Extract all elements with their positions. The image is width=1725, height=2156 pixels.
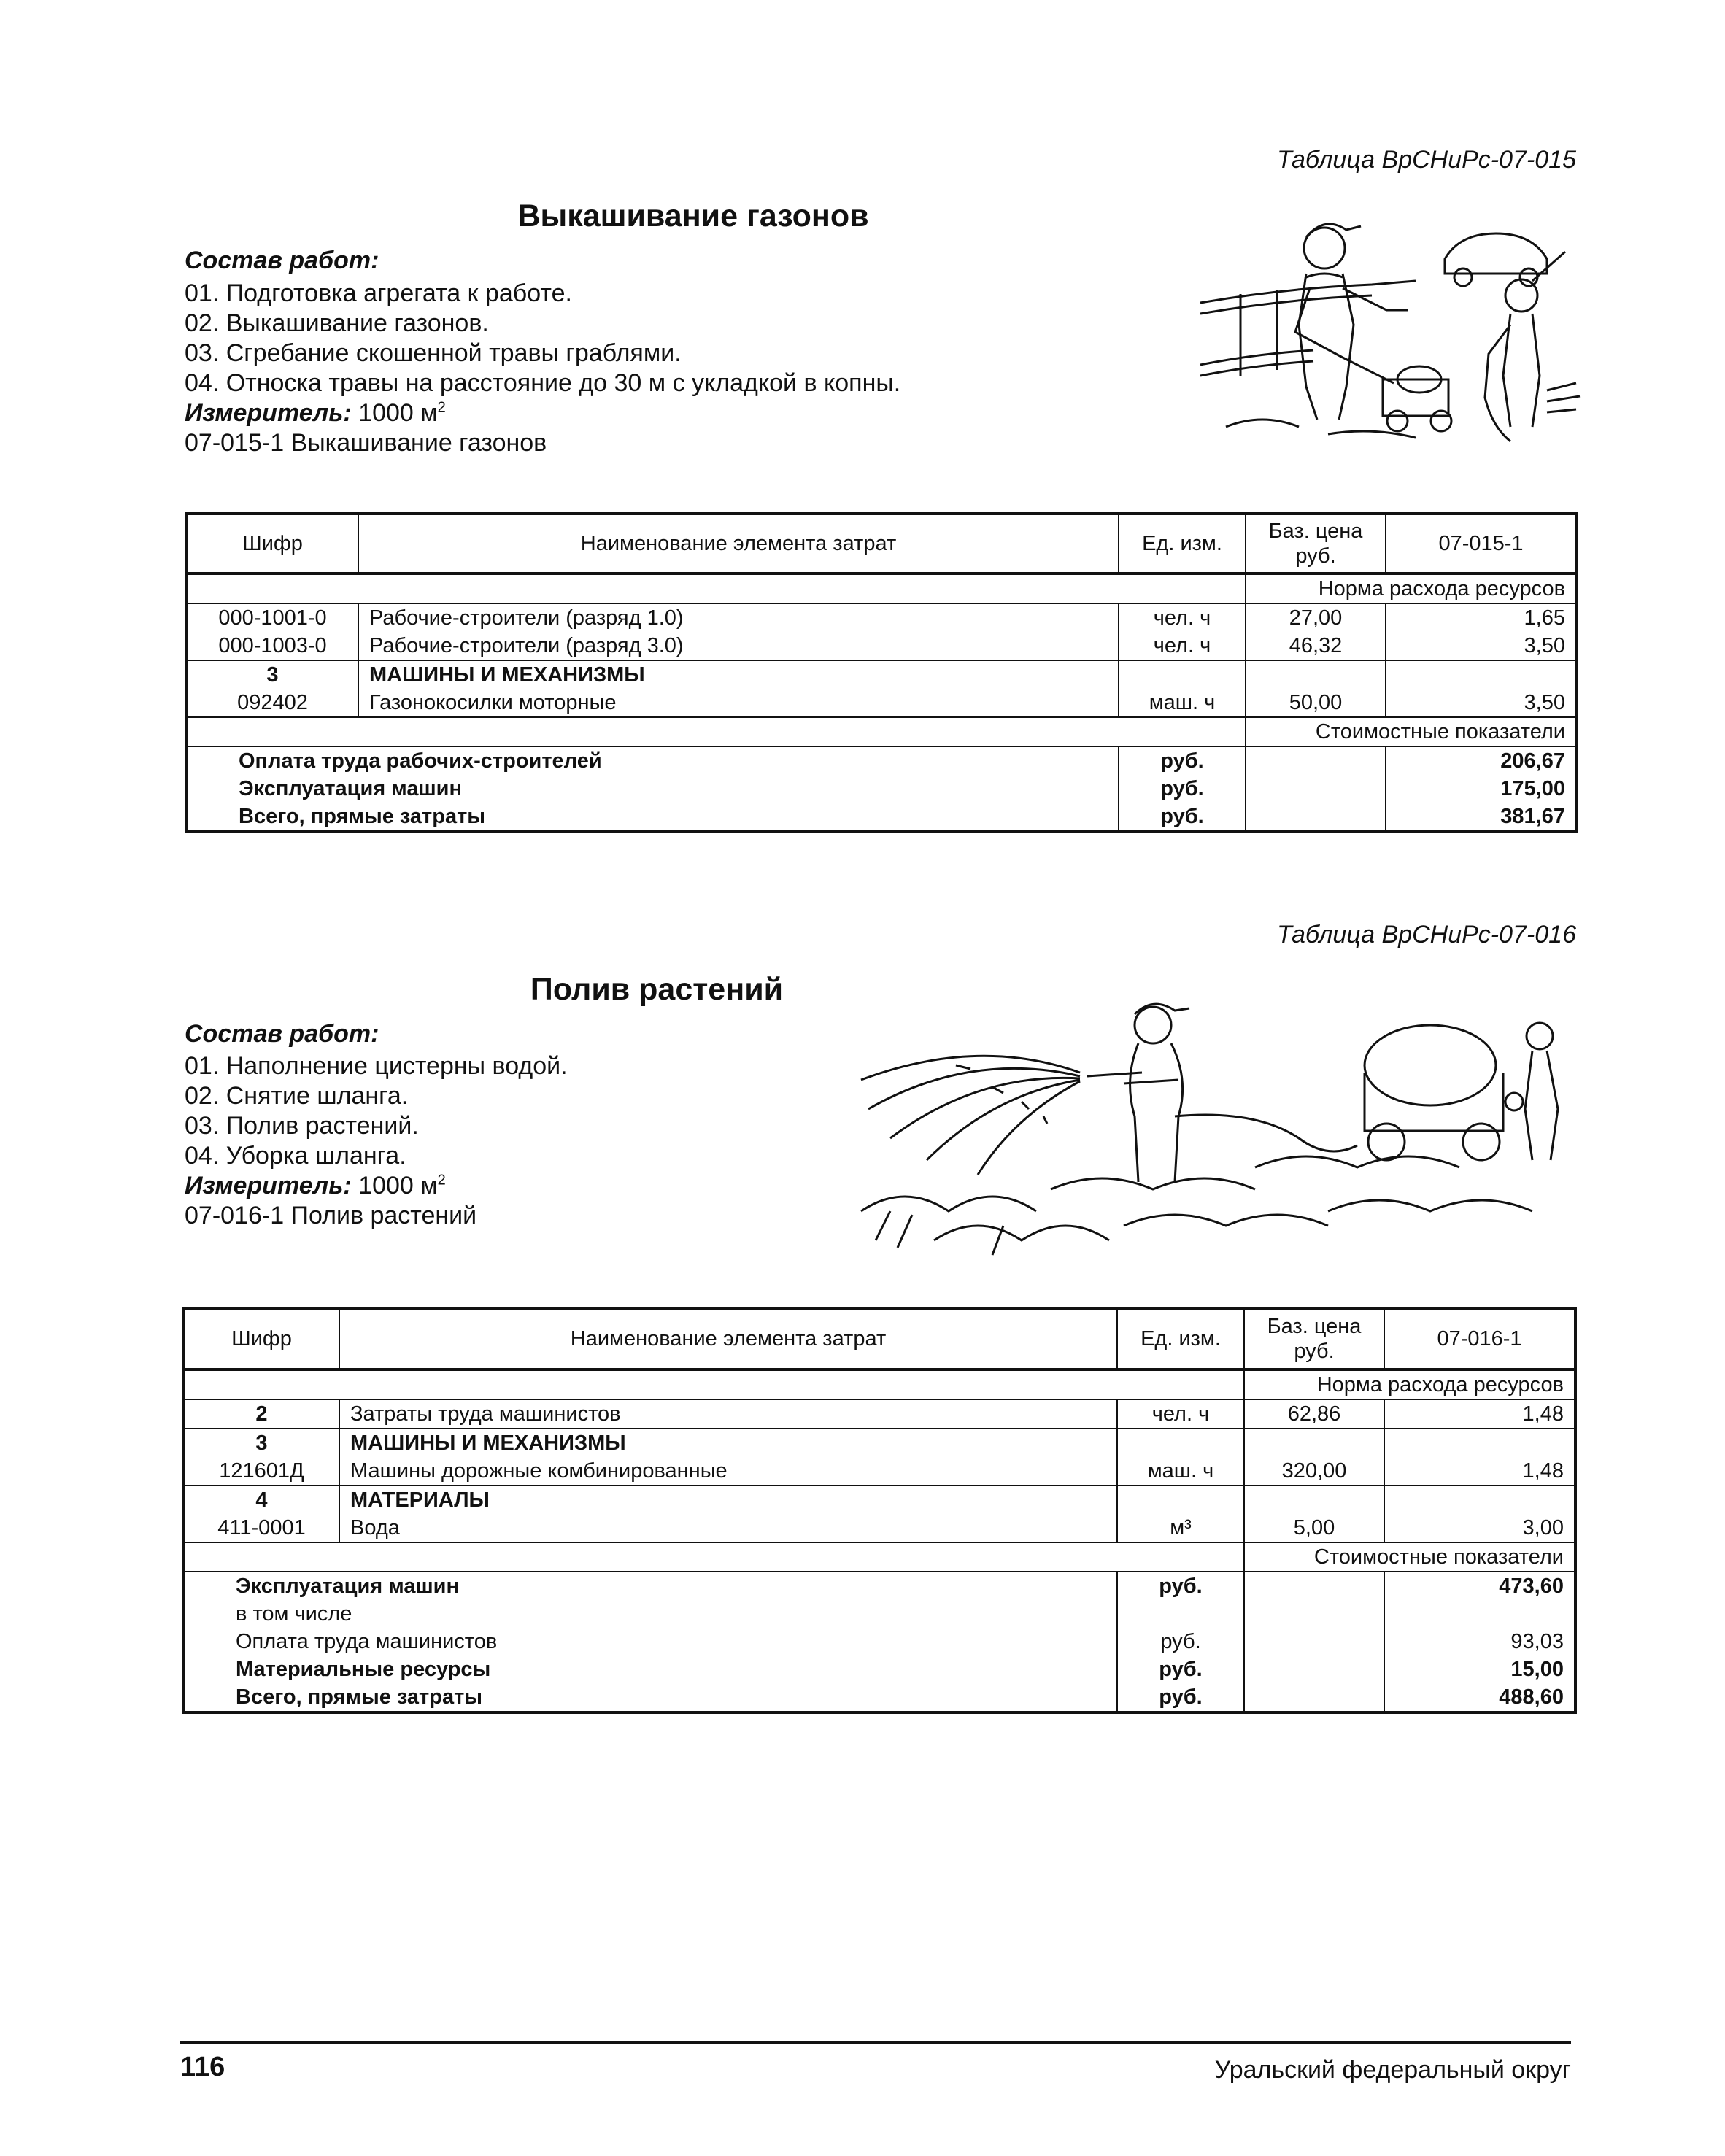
cost-table-1 (185, 512, 1578, 833)
cell-unit: м³ (1117, 1514, 1244, 1542)
total-unit: руб. (1117, 1628, 1244, 1655)
total-label: Всего, прямые затраты (186, 803, 1119, 832)
total-row (186, 746, 1577, 775)
cell-rate: 3,00 (1384, 1514, 1575, 1542)
cell-code: 2 (183, 1399, 339, 1429)
cell-rate: 1,48 (1384, 1457, 1575, 1485)
work-composition-label-1: Состав работ: (185, 247, 379, 274)
cell-group-name: МАТЕРИАЛЫ (339, 1485, 1117, 1514)
total-value: 206,67 (1386, 746, 1577, 775)
cell-rate: 3,50 (1386, 632, 1577, 660)
table-row (186, 689, 1577, 717)
total-unit: руб. (1117, 1655, 1244, 1683)
table-row-group (183, 1485, 1575, 1514)
col-header-base-price: Баз. цена руб. (1246, 514, 1386, 573)
cell-name: Рабочие-строители (разряд 3.0) (358, 632, 1119, 660)
cell-price: 62,86 (1244, 1399, 1384, 1429)
table-reference-1: Таблица ВрСНиРс-07-015 (1276, 146, 1576, 174)
measure-label: Измеритель: (185, 399, 352, 427)
cell-code: 3 (186, 660, 358, 689)
col-header-code: Шифр (183, 1308, 339, 1369)
total-unit: руб. (1119, 775, 1246, 803)
table-row (186, 632, 1577, 660)
cost-table-2 (182, 1307, 1577, 1714)
cell-price: 46,32 (1246, 632, 1386, 660)
table-row (183, 1514, 1575, 1542)
cost-label-row (186, 717, 1577, 746)
cell-rate: 1,48 (1384, 1399, 1575, 1429)
cell-code: 000-1003-0 (186, 632, 358, 660)
cell-code: 3 (183, 1429, 339, 1457)
cell-name: Затраты труда машинистов (339, 1399, 1117, 1429)
cell-name: Машины дорожные комбинированные (339, 1457, 1117, 1485)
col-header-name: Наименование элемента затрат (339, 1308, 1117, 1369)
norm-label-row (183, 1369, 1575, 1399)
total-value: 93,03 (1384, 1628, 1575, 1655)
table-row-group (186, 660, 1577, 689)
cell-price: 320,00 (1244, 1457, 1384, 1485)
work-step: 04. Уборка шланга. (185, 1142, 406, 1170)
cell-group-name: МАШИНЫ И МЕХАНИЗМЫ (339, 1429, 1117, 1457)
work-step: 02. Снятие шланга. (185, 1082, 409, 1110)
measure-line-1 (185, 398, 900, 428)
cell-unit: маш. ч (1119, 689, 1246, 717)
total-row (183, 1628, 1575, 1655)
total-value: 473,60 (1384, 1572, 1575, 1600)
cell-unit: маш. ч (1117, 1457, 1244, 1485)
total-value: 488,60 (1384, 1683, 1575, 1712)
total-label: в том числе (183, 1600, 1117, 1628)
total-value: 381,67 (1386, 803, 1577, 832)
cell-code: 000-1001-0 (186, 603, 358, 632)
total-label: Оплата труда машинистов (183, 1628, 1117, 1655)
table-row (183, 1399, 1575, 1429)
cell-code: 092402 (186, 689, 358, 717)
col-header-unit: Ед. изм. (1117, 1308, 1244, 1369)
col-header-unit: Ед. изм. (1119, 514, 1246, 573)
cell-unit: чел. ч (1119, 632, 1246, 660)
total-unit: руб. (1119, 746, 1246, 775)
total-label: Оплата труда рабочих-строителей (186, 746, 1119, 775)
cost-label-row (183, 1542, 1575, 1572)
table-header-row (183, 1308, 1575, 1369)
table-row (186, 603, 1577, 632)
col-header-name: Наименование элемента затрат (358, 514, 1119, 573)
footer-rule (180, 2041, 1571, 2044)
code-line-1: 07-015-1 Выкашивание газонов (185, 429, 547, 457)
measure-line-2 (185, 1171, 568, 1201)
total-row (183, 1683, 1575, 1712)
total-value (1384, 1600, 1575, 1628)
total-label: Всего, прямые затраты (183, 1683, 1117, 1712)
total-row (183, 1600, 1575, 1628)
table-row (183, 1457, 1575, 1485)
cell-code: 411-0001 (183, 1514, 339, 1542)
cell-unit: чел. ч (1117, 1399, 1244, 1429)
work-step: 03. Сгребание скошенной травы граблями. (185, 339, 682, 367)
cell-price: 27,00 (1246, 603, 1386, 632)
cost-label: Стоимостные показатели (1246, 717, 1577, 746)
total-row (183, 1655, 1575, 1683)
norm-label: Норма расхода ресурсов (1244, 1369, 1575, 1399)
col-header-code: Шифр (186, 514, 358, 573)
norm-label-row (186, 573, 1577, 603)
measure-sup: 2 (437, 1172, 446, 1189)
cell-name: Рабочие-строители (разряд 1.0) (358, 603, 1119, 632)
total-value: 175,00 (1386, 775, 1577, 803)
work-step: 01. Наполнение цистерны водой. (185, 1052, 568, 1080)
cell-group-name: МАШИНЫ И МЕХАНИЗМЫ (358, 660, 1119, 689)
norm-label: Норма расхода ресурсов (1246, 573, 1577, 603)
section-title-2: Полив растений (530, 972, 784, 1007)
total-unit (1117, 1600, 1244, 1628)
total-unit: руб. (1117, 1572, 1244, 1600)
code-line-2: 07-016-1 Полив растений (185, 1202, 477, 1229)
section-title-1: Выкашивание газонов (517, 198, 869, 233)
total-label: Материальные ресурсы (183, 1655, 1117, 1683)
lawn-mowing-illustration (1197, 208, 1583, 449)
measure-label: Измеритель: (185, 1172, 352, 1199)
work-step: 04. Относка травы на расстояние до 30 м с укладкой в копны. (185, 369, 901, 397)
watering-illustration (846, 992, 1576, 1262)
cell-name: Вода (339, 1514, 1117, 1542)
table-header-row (186, 514, 1577, 573)
total-row (183, 1572, 1575, 1600)
total-row (186, 803, 1577, 832)
cost-label: Стоимостные показатели (1244, 1542, 1575, 1572)
total-unit: руб. (1117, 1683, 1244, 1712)
work-step: 03. Полив растений. (185, 1112, 419, 1140)
cell-code: 121601Д (183, 1457, 339, 1485)
cell-unit: чел. ч (1119, 603, 1246, 632)
total-label: Эксплуатация машин (186, 775, 1119, 803)
work-step: 02. Выкашивание газонов. (185, 309, 489, 337)
cell-price: 50,00 (1246, 689, 1386, 717)
cell-rate: 1,65 (1386, 603, 1577, 632)
measure-value: 1000 м (358, 1172, 438, 1199)
total-row (186, 775, 1577, 803)
measure-value: 1000 м (358, 399, 438, 427)
footer-region: Уральский федеральный округ (1214, 2056, 1571, 2084)
table-reference-2: Таблица ВрСНиРс-07-016 (1276, 921, 1576, 948)
measure-sup: 2 (437, 399, 446, 416)
total-label: Эксплуатация машин (183, 1572, 1117, 1600)
work-steps-list-2 (185, 1051, 568, 1231)
work-composition-label-2: Состав работ: (185, 1020, 379, 1048)
col-header-rate-code: 07-016-1 (1384, 1308, 1575, 1369)
cell-rate: 3,50 (1386, 689, 1577, 717)
work-step: 01. Подготовка агрегата к работе. (185, 279, 572, 307)
page-number: 116 (180, 2052, 225, 2082)
col-header-base-price: Баз. цена руб. (1244, 1308, 1384, 1369)
col-header-rate-code: 07-015-1 (1386, 514, 1577, 573)
cell-price: 5,00 (1244, 1514, 1384, 1542)
cell-name: Газонокосилки моторные (358, 689, 1119, 717)
work-steps-list-1 (185, 279, 900, 458)
total-value: 15,00 (1384, 1655, 1575, 1683)
cell-code: 4 (183, 1485, 339, 1514)
table-row-group (183, 1429, 1575, 1457)
total-unit: руб. (1119, 803, 1246, 832)
